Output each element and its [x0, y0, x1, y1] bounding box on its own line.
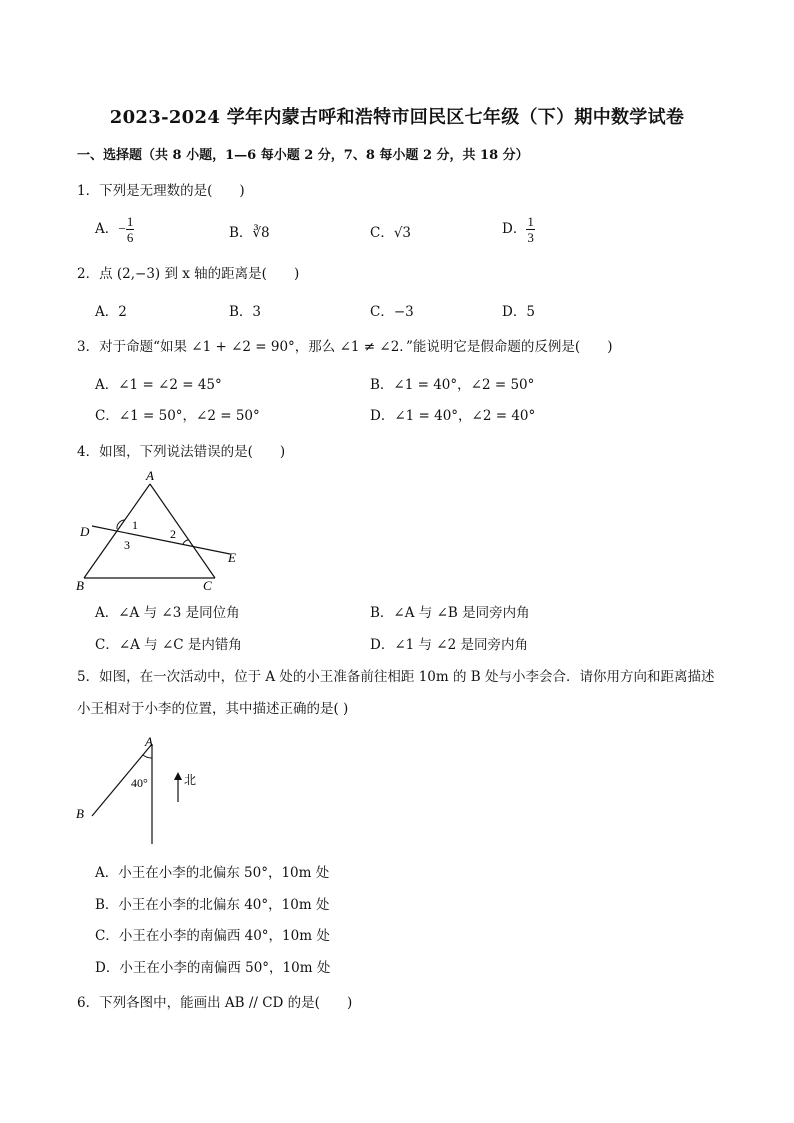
angle-2-arc: [183, 540, 188, 544]
label-angle-1: 1: [132, 518, 138, 532]
question-4-stem: 4．如图，下列说法错误的是( ): [77, 444, 286, 460]
question-5-stem-line-1: 5．如图，在一次活动中，位于 A 处的小王准备前往相距 10m 的 B 处与小李会合．请你用方向和距离描述: [77, 669, 715, 685]
question-2-option-a[interactable]: A．2: [95, 304, 127, 320]
section-heading: 一、选择题（共 8 小题，1—6 每小题 2 分，7、8 每小题 2 分，共 18 分）: [77, 148, 529, 163]
label-angle-3: 3: [124, 538, 130, 552]
question-3-option-d[interactable]: D．∠1 = 40°，∠2 = 40°: [370, 408, 536, 424]
question-1-option-c[interactable]: C．√3: [370, 225, 412, 241]
label-d: D: [80, 524, 90, 539]
page-title: 2023-2024 学年内蒙古呼和浩特市回民区七年级（下）期中数学试卷: [109, 107, 685, 128]
question-5-option-b[interactable]: B．小王在小李的北偏东 40°，10m 处: [95, 897, 330, 913]
question-3-option-a[interactable]: A．∠1 = ∠2 = 45°: [95, 377, 222, 393]
side-ac: [150, 484, 215, 578]
question-3-option-c[interactable]: C．∠1 = 50°，∠2 = 50°: [95, 408, 260, 424]
minus-sign: −: [118, 221, 126, 236]
question-4-option-d[interactable]: D．∠1 与 ∠2 是同旁内角: [370, 637, 528, 653]
question-2-stem: 2．点 (2,−3) 到 x 轴的距离是( ): [77, 266, 300, 282]
question-6-stem: 6．下列各图中，能画出 AB // CD 的是( ): [77, 995, 353, 1011]
label-c: C: [203, 578, 212, 593]
question-2-option-c[interactable]: C．−3: [370, 304, 414, 320]
question-1-option-b[interactable]: B．∛8: [229, 225, 270, 241]
north-arrow-icon: [174, 772, 182, 780]
option-label: D．: [502, 221, 527, 237]
question-3-option-b[interactable]: B．∠1 = 40°，∠2 = 50°: [370, 377, 535, 393]
line-de: [92, 526, 230, 554]
fraction: $\frac{1}{3}$: [527, 214, 534, 245]
question-5-direction-figure: [70, 732, 210, 847]
question-3-stem: 3．对于命题“如果 ∠1 + ∠2 = 90°，那么 ∠1 ≠ ∠2．”能说明它是假命题的反例是( ): [77, 339, 613, 355]
question-5-option-a[interactable]: A．小王在小李的北偏东 50°，10m 处: [95, 865, 330, 881]
question-2-option-d[interactable]: D．5: [502, 304, 535, 320]
question-5-option-d[interactable]: D．小王在小李的南偏西 50°，10m 处: [95, 960, 331, 976]
question-4-triangle-figure: [70, 466, 260, 594]
label-b: B: [76, 806, 84, 821]
question-4-option-b[interactable]: B．∠A 与 ∠B 是同旁内角: [370, 605, 530, 621]
question-5-option-c[interactable]: C．小王在小李的南偏西 40°，10m 处: [95, 928, 330, 944]
question-4-option-a[interactable]: A．∠A 与 ∠3 是同位角: [95, 605, 240, 621]
question-4-option-c[interactable]: C．∠A 与 ∠C 是内错角: [95, 637, 242, 653]
question-2-option-b[interactable]: B．3: [229, 304, 262, 320]
label-a: A: [146, 468, 154, 483]
label-a: A: [145, 734, 153, 749]
question-5-stem-line-2: 小王相对于小李的位置，其中描述正确的是( ): [77, 701, 349, 717]
angle-40-arc: [143, 755, 152, 758]
question-1-option-a[interactable]: [95, 214, 134, 245]
label-angle-40: 40°: [131, 776, 148, 790]
fraction: $\frac{1}{6}$: [126, 214, 134, 245]
label-b: B: [76, 578, 84, 593]
label-north: 北: [184, 773, 197, 787]
label-angle-2: 2: [170, 527, 176, 541]
option-label: A．: [95, 221, 119, 237]
label-e: E: [228, 550, 236, 565]
question-1-option-d[interactable]: [502, 214, 535, 245]
question-1-stem: 1．下列是无理数的是( ): [77, 183, 245, 199]
